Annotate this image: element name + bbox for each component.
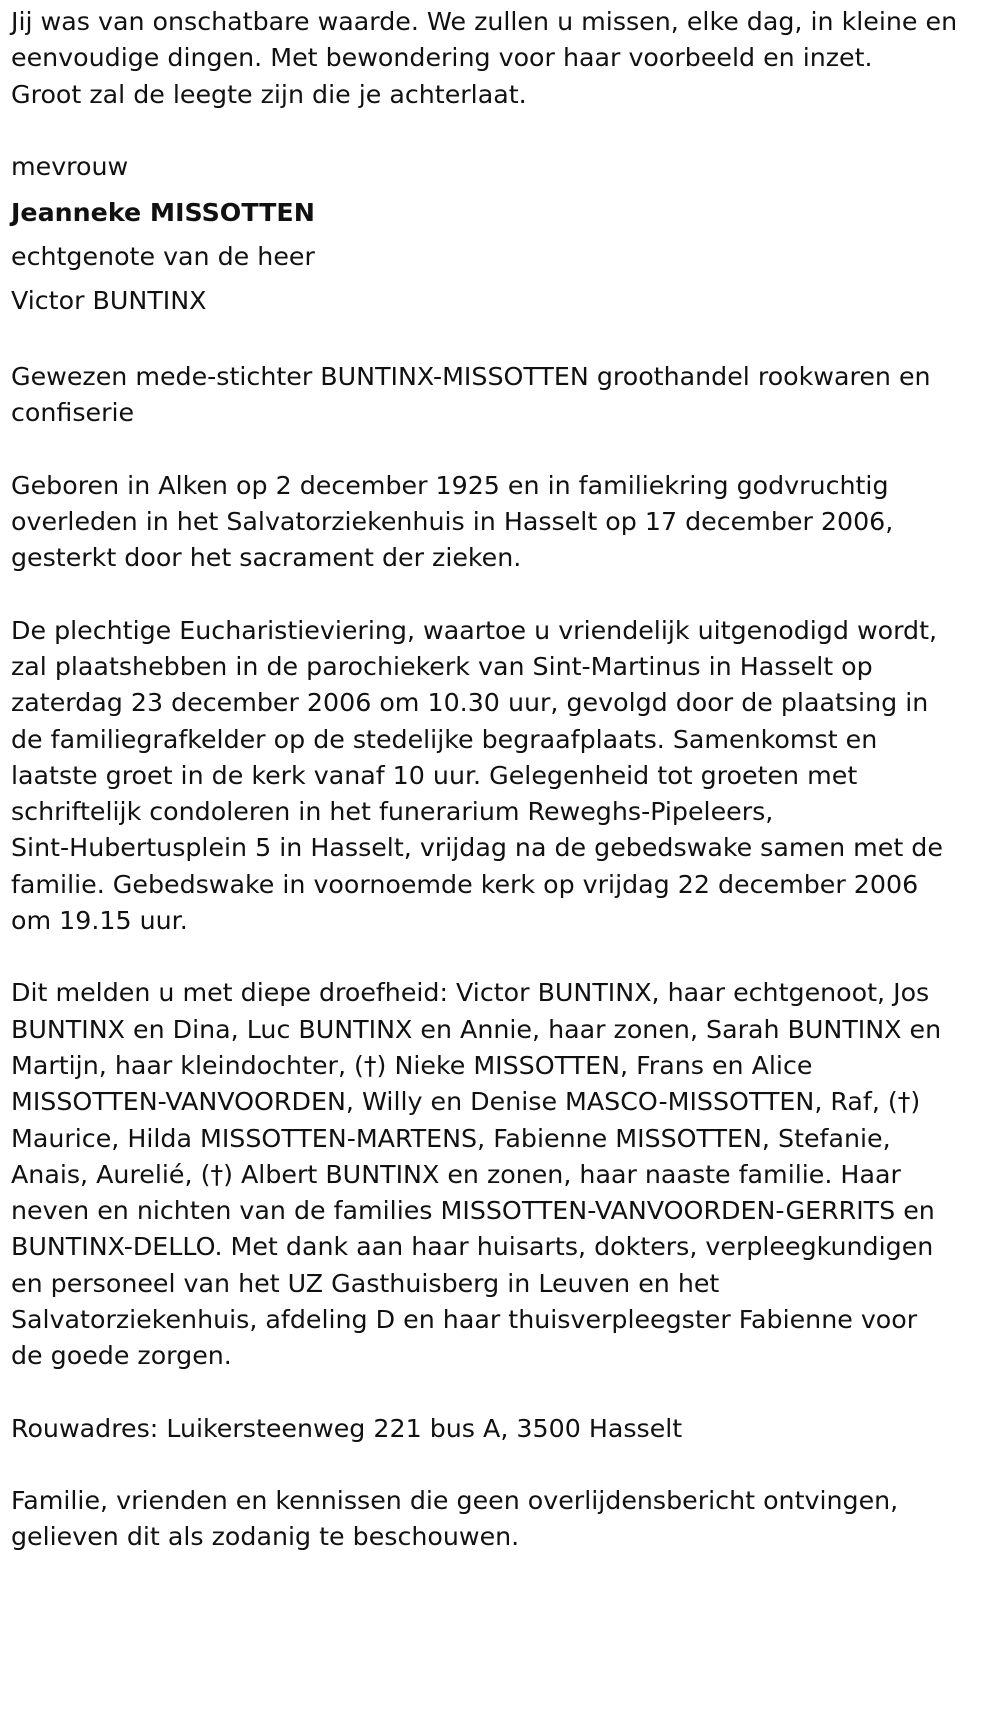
address-paragraph [11, 1411, 990, 1447]
text-line: Salvatorziekenhuis, afdeling D en haar thuisverpleegster Fabienne voor [11, 1305, 918, 1335]
text-line: Dit melden u met diepe droefheid: Victor BUNTINX, haar echtgenoot, Jos [11, 978, 930, 1008]
closing-paragraph [11, 1483, 990, 1556]
text-line: Maurice, Hilda MISSOTTEN-MARTENS, Fabienne MISSOTTEN, Stefanie, [11, 1123, 891, 1153]
text-line: MISSOTTEN-VANVOORDEN, Willy en Denise MASCO-MISSOTTEN, Raf, (†) [11, 1087, 921, 1117]
text-line: Anais, Aurelié, (†) Albert BUNTINX en zonen, haar naaste familie. Haar [11, 1159, 901, 1189]
occupation-paragraph [11, 359, 990, 432]
text-line: gelieven dit als zodanig te beschouwen. [11, 1522, 520, 1552]
text-line: Jij was van onschatbare waarde. We zullen u missen, elke dag, in kleine en [11, 7, 958, 36]
text-line: gesterkt door het sacrament der zieken. [11, 543, 522, 573]
salutation: mevrouw [11, 151, 129, 181]
text-line: Gewezen mede-stichter BUNTINX-MISSOTTEN groothandel rookwaren en [11, 362, 931, 392]
text-line: Geboren in Alken op 2 december 1925 en in familiekring godvruchtig [11, 470, 889, 500]
family-paragraph [11, 975, 990, 1374]
text-line: zal plaatshebben in de parochiekerk van Sint-Martinus in Hasselt op [11, 651, 873, 681]
text-line: Familie, vrienden en kennissen die geen overlijdensbericht ontvingen, [11, 1485, 899, 1515]
text-line: schriftelijk condoleren in het funerarium Reweghs-Pipeleers, [11, 797, 774, 827]
text-line: neven en nichten van de families MISSOTTEN-VANVOORDEN-GERRITS en [11, 1196, 935, 1226]
relation-text: echtgenote van de heer [11, 242, 315, 272]
text-line: de familiegrafkelder op de stedelijke begraafplaats. Samenkomst en [11, 724, 878, 754]
text-line: BUNTINX-DELLO. Met dank aan haar huisarts, dokters, verpleegkundigen [11, 1232, 934, 1262]
text-line: overleden in het Salvatorziekenhuis in Hasselt op 17 december 2006, [11, 507, 894, 537]
text-line: zaterdag 23 december 2006 om 10.30 uur, gevolgd door de plaatsing in [11, 688, 929, 718]
text-line: laatste groet in de kerk vanaf 10 uur. Gelegenheid tot groeten met [11, 760, 858, 790]
text-line: confiserie [11, 398, 135, 428]
ceremony-paragraph [11, 613, 990, 940]
deceased-block [11, 149, 990, 323]
birth-death-paragraph [11, 468, 990, 577]
text-line: de goede zorgen. [11, 1341, 232, 1371]
spouse-name: Victor BUNTINX [11, 286, 207, 316]
text-line: Sint-Hubertusplein 5 in Hasselt, vrijdag na de gebedswake samen met de [11, 833, 943, 863]
text-line: BUNTINX en Dina, Luc BUNTINX en Annie, haar zonen, Sarah BUNTINX en [11, 1014, 942, 1044]
text-line: Martijn, haar kleindochter, (†) Nieke MISSOTTEN, Frans en Alice [11, 1050, 813, 1080]
text-line: om 19.15 uur. [11, 906, 188, 936]
text-line: eenvoudige dingen. Met bewondering voor haar voorbeeld en inzet. [11, 43, 873, 73]
mourning-address: Rouwadres: Luikersteenweg 221 bus A, 3500 Hasselt [11, 1413, 683, 1443]
intro-paragraph [11, 4, 990, 113]
deceased-name: Jeanneke MISSOTTEN [11, 198, 315, 228]
text-line: en personeel van het UZ Gasthuisberg in Leuven en het [11, 1268, 720, 1298]
text-line: Groot zal de leegte zijn die je achterlaat. [11, 79, 527, 109]
text-line: De plechtige Eucharistieviering, waartoe u vriendelijk uitgenodigd wordt, [11, 615, 938, 645]
text-line: familie. Gebedswake in voornoemde kerk op vrijdag 22 december 2006 [11, 869, 919, 899]
